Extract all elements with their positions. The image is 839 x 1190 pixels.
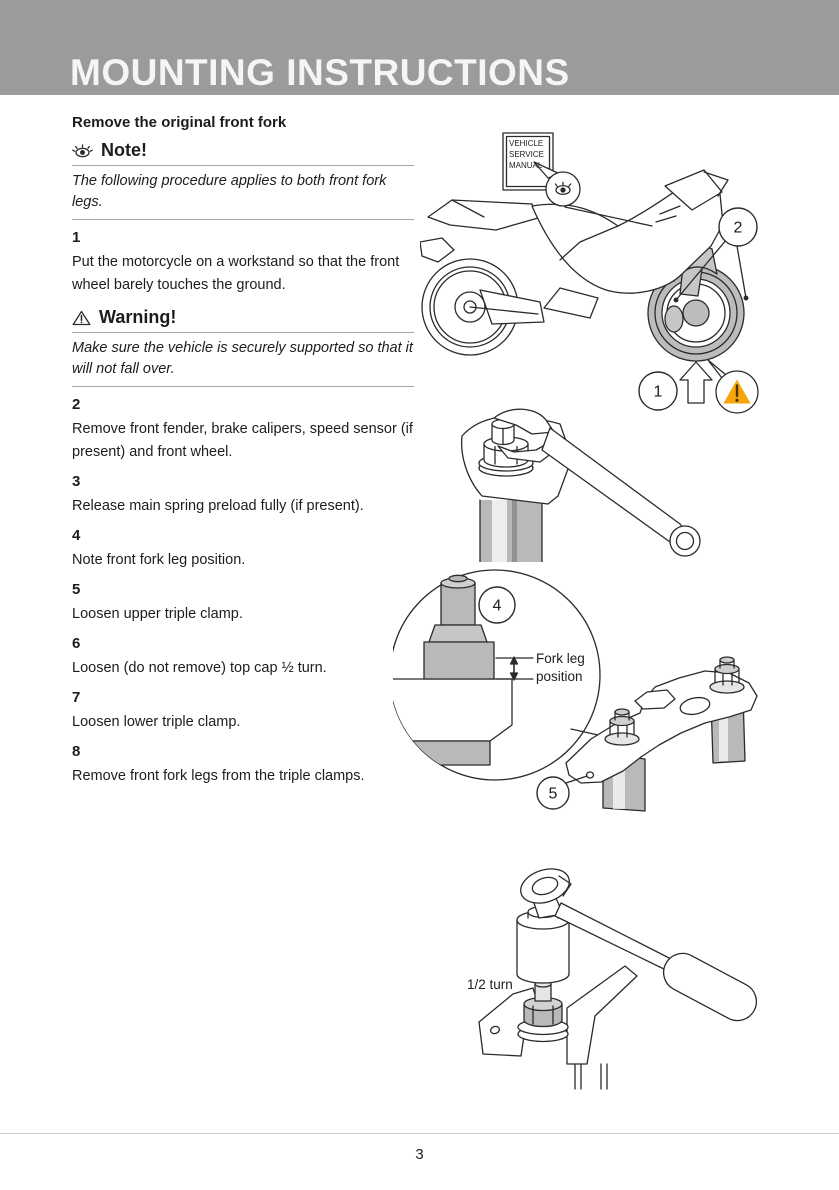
- callout-2-number: 2: [733, 219, 743, 237]
- step-text: Loosen upper triple clamp.: [72, 606, 243, 622]
- step-8: [72, 743, 414, 788]
- step-7: [72, 689, 414, 734]
- half-turn-label: 1/2 turn: [467, 977, 513, 992]
- wrench-on-top-cap-figure: [450, 402, 705, 562]
- warning-text: Make sure the vehicle is securely supported so that it will not fall over.: [72, 333, 414, 387]
- step-number: 3: [72, 473, 81, 490]
- callout-5-number: 5: [548, 785, 558, 803]
- callout-1-number: 1: [653, 383, 663, 401]
- eye-icon: [72, 144, 93, 158]
- step-6: [72, 635, 414, 680]
- step-text: Remove front fender, brake calipers, speed sensor (if present) and front wheel.: [72, 421, 413, 460]
- step-number: 1: [72, 229, 81, 246]
- lift-arrow-icon: [680, 362, 712, 403]
- step-5: [72, 581, 414, 626]
- page-number: 3: [415, 1146, 424, 1163]
- step-4: [72, 527, 414, 572]
- fork-leg-position-label: Fork leg: [536, 651, 585, 666]
- step-text: Remove front fork legs from the triple clamps.: [72, 768, 365, 784]
- warning-triangle-icon: [72, 310, 91, 326]
- top-cap-half-turn-figure: [455, 856, 785, 1091]
- note-label: Note!: [101, 140, 147, 160]
- step-text: Note front fork leg position.: [72, 552, 246, 568]
- step-number: 8: [72, 743, 81, 760]
- warning-block: [72, 307, 414, 387]
- page-title: MOUNTING INSTRUCTIONS: [70, 52, 570, 93]
- step-text: Loosen (do not remove) top cap ½ turn.: [72, 660, 327, 676]
- section-title: Remove the original front fork: [72, 114, 287, 131]
- warning-bubble: [708, 360, 758, 413]
- triple-clamp-figure: [393, 553, 768, 823]
- motorcycle-figure: [420, 122, 805, 417]
- step-number: 7: [72, 689, 81, 706]
- manual-label: [509, 139, 544, 170]
- note-text: The following procedure applies to both front fork legs.: [72, 166, 414, 220]
- warning-heading: [72, 307, 414, 333]
- step-1: [72, 229, 414, 297]
- step-number: 5: [72, 581, 81, 598]
- step-text: Release main spring preload fully (if present).: [72, 498, 364, 514]
- manual-line: MANUAL: [509, 161, 543, 170]
- warning-label: Warning!: [99, 307, 177, 327]
- instruction-column: [72, 140, 414, 788]
- note-heading: [72, 140, 414, 166]
- manual-line: SERVICE: [509, 150, 544, 159]
- page-header: [0, 0, 839, 95]
- step-3: [72, 473, 414, 518]
- step-number: 4: [72, 527, 81, 544]
- step-2: [72, 396, 414, 464]
- footer-divider: [0, 1133, 839, 1134]
- step-number: 6: [72, 635, 81, 652]
- callout-4-number: 4: [492, 597, 502, 615]
- step-number: 2: [72, 396, 81, 413]
- step-text: Loosen lower triple clamp.: [72, 714, 241, 730]
- manual-line: VEHICLE: [509, 139, 544, 148]
- fork-leg-position-label: position: [536, 669, 583, 684]
- step-text: Put the motorcycle on a workstand so that the front wheel barely touches the ground.: [72, 254, 400, 293]
